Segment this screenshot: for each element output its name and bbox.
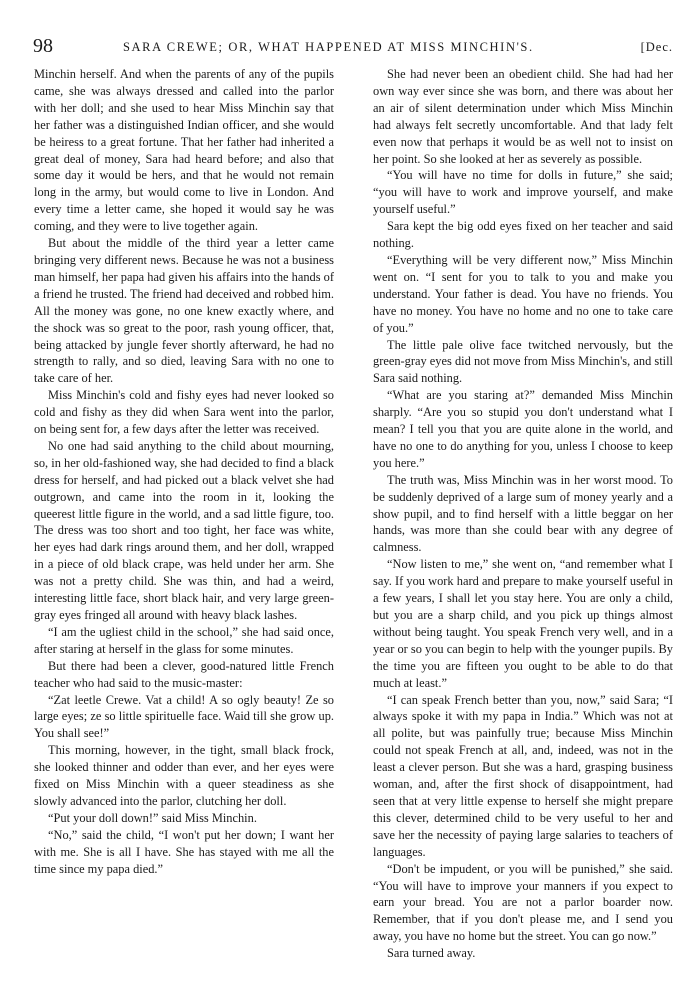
- paragraph: But there had been a clever, good-natured little French teacher who had said to the music-master:: [34, 658, 334, 690]
- paragraph: “I can speak French better than you, now,” said Sara; “I always spoke it with my papa in India.” Which was not at all polite, but was painfully true; because Miss Minchin could not speak French at all, and, indeed, was not in the least a clever person. But she was a hard, grasping business woman, and, after the first shock of disappointment, had seen that at very little expense to herself she might prepare this clever, determined child to be very useful to her and save her the necessity of paying large salaries to teachers of languages.: [373, 692, 673, 859]
- paragraph: “Now listen to me,” she went on, “and remember what I say. If you work hard and prepare to make yourself useful in a few years, I shall let you stay here. You are only a child, but you are a sharp child, and you pick up things almost without being taught. You speak French very well, and in a year or so you can begin to help with the younger pupils. By the time you are fifteen you ought to be able to do that much at least.”: [373, 557, 673, 690]
- text-column-right: [373, 66, 673, 962]
- page-number: 98: [33, 35, 53, 57]
- running-title: SARA CREWE; OR, WHAT HAPPENED AT MISS MINCHIN'S.: [123, 40, 534, 54]
- paragraph: The little pale olive face twitched nervously, but the green-gray eyes did not move from Miss Minchin's, and still Sara said nothing.: [373, 337, 673, 386]
- paragraph: “Zat leetle Crewe. Vat a child! A so ogly beauty! Ze so large eyes; ze so little spirituelle face. Waid till she grow up. You shall see!”: [34, 692, 334, 741]
- paragraph: The truth was, Miss Minchin was in her worst mood. To be suddenly deprived of a large sum of money yearly and a show pupil, and to find herself with a little beggar on her hands, was more than she could bear with any degree of calmness.: [373, 472, 673, 555]
- paragraph: Sara turned away.: [387, 946, 476, 961]
- paragraph: “Put your doll down!” said Miss Minchin.: [48, 810, 257, 825]
- paragraph: “Don't be impudent, or you will be punished,” she said. “You will have to improve your manners if you expect to earn your bread. You are not a parlor boarder now. Remember, that if you don't please me, and I send you away, you have no home but the street. You can go now.”: [373, 861, 673, 944]
- paragraph: “What are you staring at?” demanded Miss Minchin sharply. “Are you so stupid you don't understand what I mean? I tell you that you are quite alone in the world, and have no one to do anything for you, unless I choose to keep you here.”: [373, 388, 673, 470]
- paragraph: Sara kept the big odd eyes fixed on her teacher and said nothing.: [373, 219, 673, 251]
- paragraph: “You will have no time for dolls in future,” she said; “you will have to work and improve yourself, and make yourself useful.”: [373, 168, 673, 217]
- text-column-left: [34, 66, 334, 878]
- running-header: [33, 34, 673, 60]
- paragraph: “Everything will be very different now,” Miss Minchin went on. “I sent for you to talk to you and make you understand. Your father is dead. You have no friends. You have no money. You have no home and no one to take care of you.”: [373, 252, 673, 335]
- paragraph: This morning, however, in the tight, small black frock, she looked thinner and odder than ever, and her eyes were fixed on Miss Minchin with a queer steadiness as she slowly advanced into the parlor, clutching her doll.: [34, 743, 334, 808]
- paragraph: “I am the ugliest child in the school,” she had said once, after staring at herself in the glass for some minutes.: [34, 624, 334, 656]
- paragraph: Minchin herself. And when the parents of any of the pupils came, she was always dressed and called into the parlor with her doll; and she used to hear Miss Minchin say that her father was a distinguished Indian officer, and she would be heiress to a great fortune. That her father had inherited a great deal of money, Sara had heard before; and also that some day it would be hers, and that he would not remain long in the army, but would come to live in London. And every time a letter came, she hoped it would say he was coming, and they were to live together again.: [34, 67, 334, 234]
- paragraph: She had never been an obedient child. She had had her own way ever since she was born, and there was about her an air of silent determination under which Miss Minchin had always felt secretly uncomfortable. And that lady felt even now that perhaps it would be as well not to insist on her point. So she looked at her as severely as possible.: [373, 67, 673, 166]
- paragraph: No one had said anything to the child about mourning, so, in her old-fashioned way, she had decided to find a black dress for herself, and had picked out a black velvet she had outgrown, and came into the room in it, looking the queerest little figure in the world, and a sad little figure, too. The dress was too short and too tight, her face was white, her eyes had dark rings around them, and her doll, wrapped in a piece of old black crape, was held under her arm. She was not a pretty child. She was thin, and had a weird, interesting little face, short black hair, and very large green-gray eyes fringed all around with heavy black lashes.: [34, 438, 334, 622]
- paragraph: Miss Minchin's cold and fishy eyes had never looked so cold and fishy as they did when Sara went into the parlor, on being sent for, a few days after the letter was received.: [34, 388, 334, 437]
- paragraph: But about the middle of the third year a letter came bringing very different news. Because he was not a business man himself, her papa had given his affairs into the hands of a friend he trusted. The friend had deceived and robbed him. All the money was gone, no one knew exactly where, and the shock was so great to the poor, rash young officer, that, being attacked by jungle fever shortly afterward, he had no strength to rally, and so died, leaving Sara with no one to take care of her.: [34, 236, 334, 386]
- paragraph: “No,” said the child, “I won't put her down; I want her with me. She is all I have. She has stayed with me all the time since my papa died.”: [34, 827, 334, 876]
- issue-month: [Dec.: [640, 40, 673, 54]
